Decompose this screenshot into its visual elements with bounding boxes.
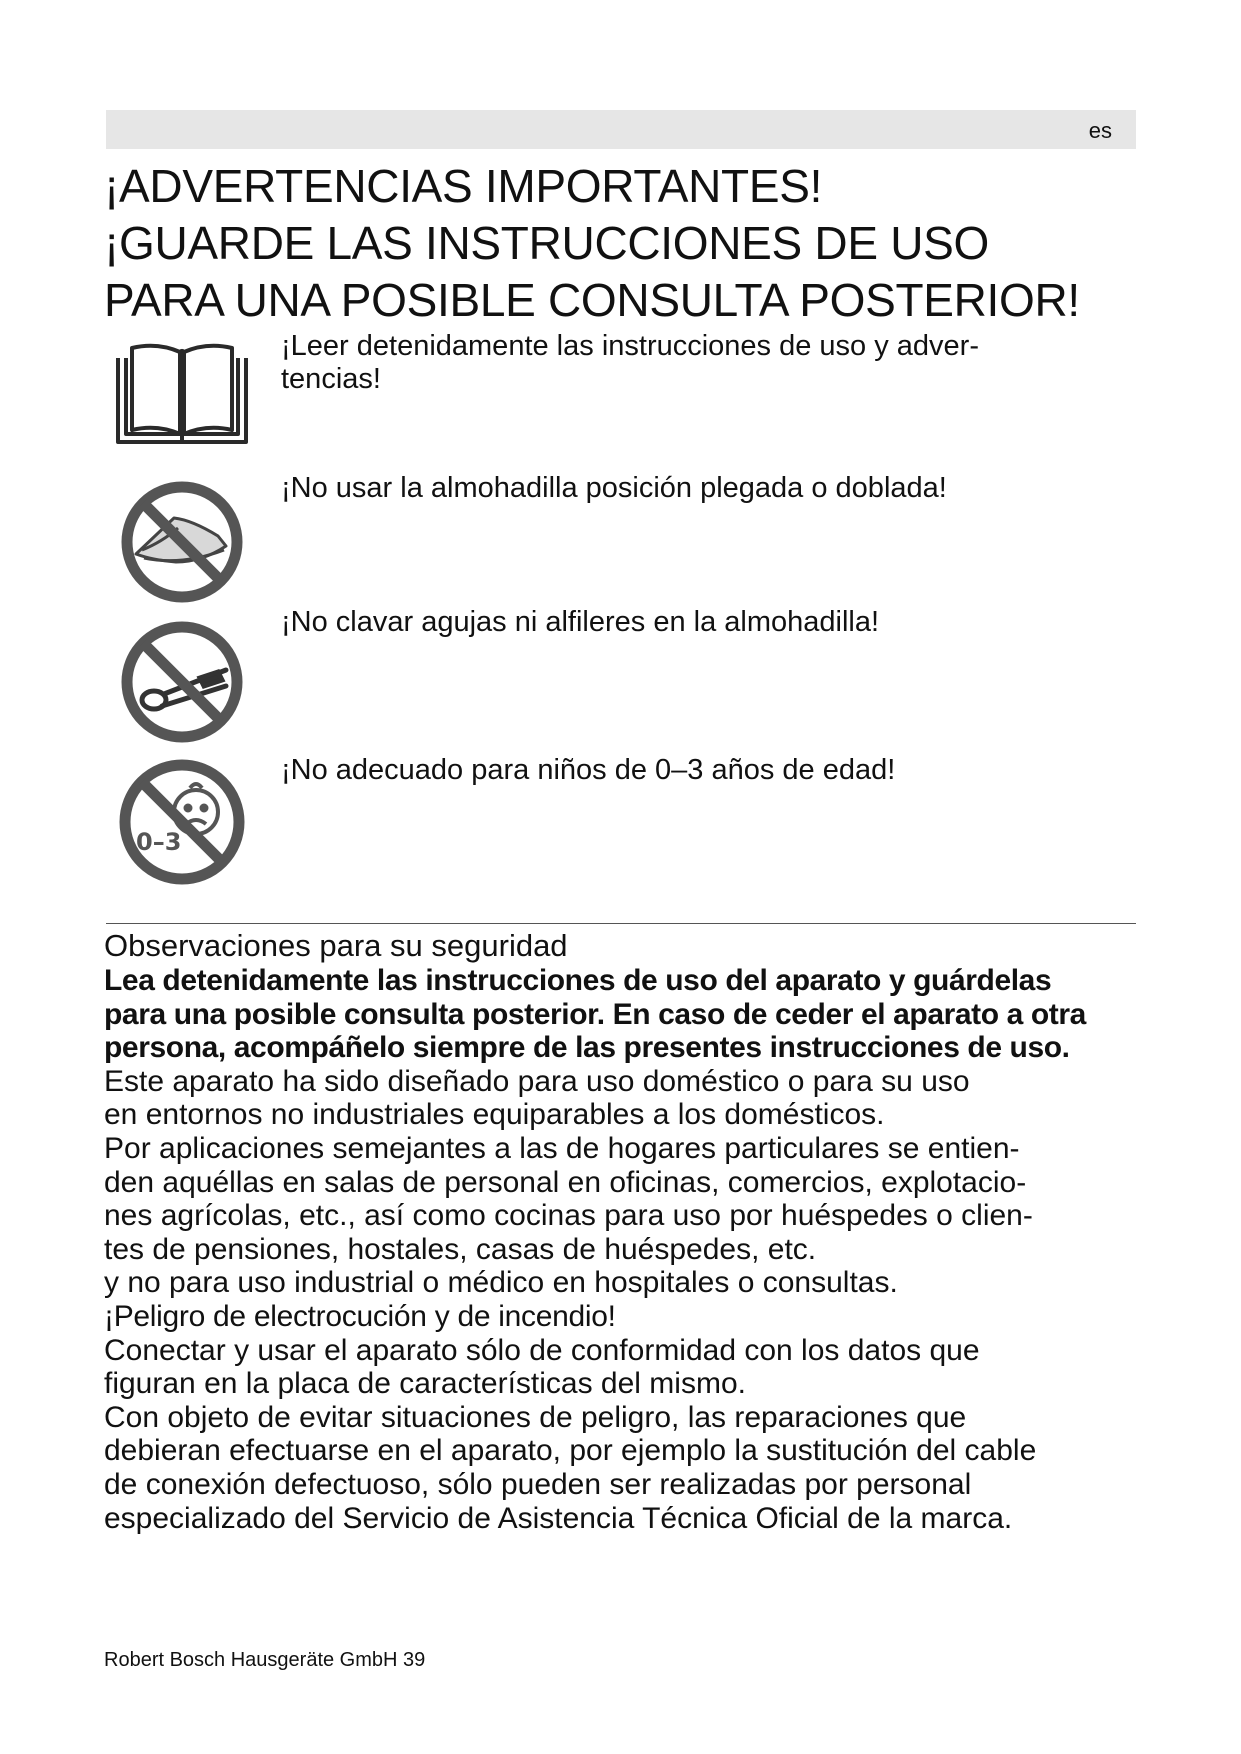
subheading: ¡Peligro de electrocución y de incendio! bbox=[104, 1299, 616, 1333]
paragraph-line: debieran efectuarse en el aparato, por ejemplo la sustitución del cable bbox=[104, 1434, 1037, 1468]
bold-paragraph-line: persona, acompáñelo siempre de las presentes instrucciones de uso. bbox=[104, 1031, 1070, 1065]
age-range-label: 0–3 bbox=[136, 828, 182, 856]
paragraph-line: tes de pensiones, hostales, casas de huéspedes, etc. bbox=[104, 1232, 817, 1266]
section-divider bbox=[106, 923, 1136, 924]
page-footer bbox=[104, 1649, 425, 1672]
warning-text-line: ¡No adecuado para niños de 0–3 años de edad! bbox=[281, 754, 896, 786]
warning-no-children bbox=[281, 754, 1141, 787]
footer-company: Robert Bosch Hausgeräte GmbH bbox=[104, 1649, 398, 1671]
paragraph-line: nes agrícolas, etc., así como cocinas para uso por huéspedes o clien- bbox=[104, 1199, 1033, 1233]
title-line: ¡GUARDE LAS INSTRUCCIONES DE USO bbox=[104, 217, 989, 269]
paragraph-line: Este aparato ha sido diseñado para uso doméstico o para su uso bbox=[104, 1064, 970, 1098]
no-pins-icon bbox=[112, 618, 252, 746]
book-icon bbox=[112, 338, 252, 450]
title-line: PARA UNA POSIBLE CONSULTA POSTERIOR! bbox=[104, 274, 1080, 326]
warning-no-folding bbox=[281, 472, 1141, 505]
title-line: ¡ADVERTENCIAS IMPORTANTES! bbox=[104, 160, 823, 212]
language-bar bbox=[106, 110, 1136, 149]
bold-paragraph-line: para una posible consulta posterior. En caso de ceder el aparato a otra bbox=[104, 997, 1086, 1031]
paragraph-line: en entornos no industriales equiparables a los domésticos. bbox=[104, 1098, 885, 1132]
bold-paragraph-line: Lea detenidamente las instrucciones de uso del aparato y guárdelas bbox=[104, 964, 1052, 997]
warning-text-line: tencias! bbox=[281, 363, 381, 395]
paragraph-line: de conexión defectuoso, sólo pueden ser realizadas por personal bbox=[104, 1467, 972, 1501]
warning-text-line: ¡No clavar agujas ni alfileres en la almohadilla! bbox=[281, 606, 880, 638]
paragraph-line: Con objeto de evitar situaciones de peligro, las reparaciones que bbox=[104, 1400, 967, 1434]
paragraph-line: figuran en la placa de características del mismo. bbox=[104, 1367, 746, 1401]
no-folding-icon bbox=[112, 478, 252, 606]
paragraph-line: y no para uso industrial o médico en hospitales o consultas. bbox=[104, 1266, 898, 1300]
page-title bbox=[104, 158, 1214, 329]
paragraph-line: especializado del Servicio de Asistencia Técnica Oficial de la marca. bbox=[104, 1501, 1013, 1535]
section-heading: Observaciones para su seguridad bbox=[104, 928, 568, 963]
paragraph-line: Por aplicaciones semejantes a las de hogares particulares se entien- bbox=[104, 1131, 1020, 1165]
paragraph-line: den aquéllas en salas de personal en oficinas, comercios, explotacio- bbox=[104, 1165, 1027, 1199]
safety-section bbox=[104, 928, 1144, 1535]
warning-text-line: ¡No usar la almohadilla posición plegada o doblada! bbox=[281, 472, 947, 504]
page-number: 39 bbox=[403, 1649, 426, 1671]
warning-text-line: ¡Leer detenidamente las instrucciones de uso y adver- bbox=[281, 330, 979, 362]
paragraph-line: Conectar y usar el aparato sólo de conformidad con los datos que bbox=[104, 1333, 980, 1367]
language-code: es bbox=[1088, 118, 1112, 143]
warning-read-instructions bbox=[281, 330, 1141, 396]
no-children-icon bbox=[112, 756, 252, 888]
warning-no-pins bbox=[281, 606, 1141, 639]
